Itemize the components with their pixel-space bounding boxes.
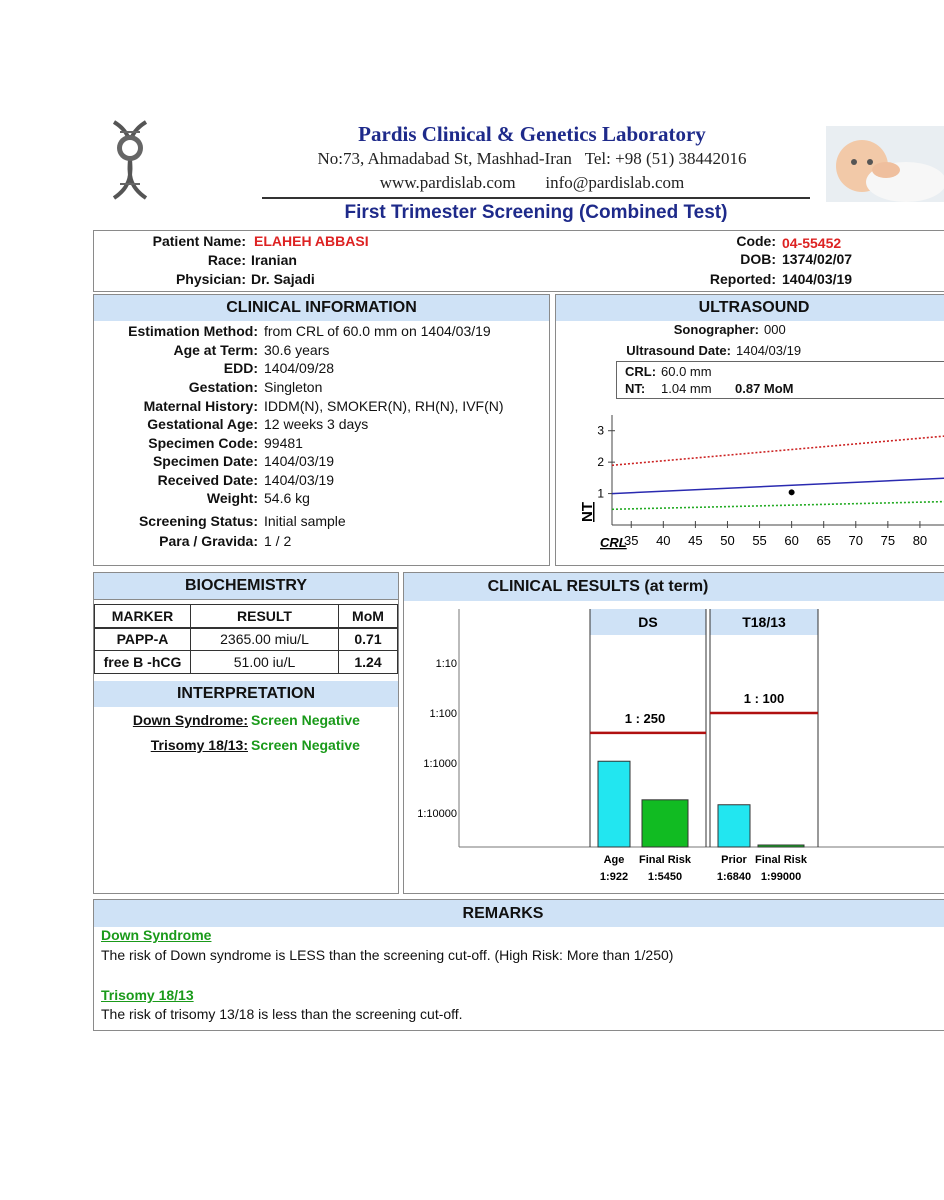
bar-label: Age	[603, 854, 625, 866]
table-row	[95, 651, 398, 674]
crl-label: CRL:	[625, 364, 657, 379]
nt-mom-value: 0.87 MoM	[735, 381, 794, 396]
x-tick-label: 45	[688, 533, 703, 548]
biochemistry-box	[93, 572, 399, 894]
group-label: DS	[638, 614, 658, 630]
lab-contact-line	[262, 173, 802, 193]
reported-label: Reported:	[709, 271, 776, 287]
race-label: Race:	[207, 252, 246, 268]
bar-value-label: 1:5450	[647, 871, 683, 883]
risk-bar	[758, 845, 804, 847]
clinical-row-value: 30.6 years	[264, 342, 330, 358]
x-tick-label: 75	[880, 533, 896, 548]
clinical-row-value: 99481	[264, 435, 303, 451]
bar-value-label: 1:99000	[760, 871, 802, 883]
table-row	[95, 628, 398, 651]
crl-nt-box	[616, 361, 944, 399]
nt-label: NT:	[625, 381, 646, 396]
lab-address-line	[262, 149, 802, 169]
y-tick-label: 2	[597, 455, 604, 470]
clinical-row-label: Specimen Date:	[152, 453, 258, 469]
col-result: RESULT	[191, 605, 339, 628]
col-mom: MoM	[339, 605, 398, 628]
risk-chart	[404, 601, 944, 893]
remarks-title: REMARKS	[94, 900, 944, 927]
lab-tel: Tel: +98 (51) 38442016	[584, 149, 747, 168]
clinical-row-label: Age at Term:	[173, 342, 258, 358]
x-tick-label: 65	[816, 533, 831, 548]
clinical-info-box	[93, 294, 550, 566]
bar-label: Final Risk	[639, 854, 691, 866]
dob-value: 1374/02/07	[782, 251, 853, 267]
remarks-t18-heading: Trisomy 18/13	[101, 987, 194, 1003]
series-line-median	[612, 478, 944, 494]
clinical-row-label: Para / Gravida:	[159, 533, 258, 549]
physician-value: Dr. Sajadi	[251, 271, 315, 287]
mom-cell: 0.71	[339, 628, 398, 651]
series-line-lower	[612, 501, 944, 509]
risk-bar	[642, 800, 688, 847]
clinical-row-value: Initial sample	[264, 513, 346, 529]
baby-image-icon	[826, 126, 944, 202]
race-value: Iranian	[251, 252, 297, 268]
code-label: Code:	[736, 233, 776, 249]
marker-cell: free B -hCG	[95, 651, 191, 674]
x-axis-label: CRL	[600, 535, 627, 550]
clinical-results-box	[403, 572, 944, 894]
sonographer-label: Sonographer:	[673, 322, 759, 337]
y-tick-label: 3	[597, 423, 604, 438]
biochemistry-title: BIOCHEMISTRY	[94, 573, 398, 600]
y-tick-label: 1	[597, 486, 604, 501]
remarks-t18-text: The risk of trisomy 13/18 is less than the screening cut-off.	[101, 1006, 463, 1022]
nt-value: 1.04 mm	[661, 381, 712, 396]
code-value: 04-55452	[782, 235, 842, 251]
clinical-row-label: Specimen Code:	[148, 435, 258, 451]
clinical-row-value: IDDM(N), SMOKER(N), RH(N), IVF(N)	[264, 398, 504, 414]
series-line-upper	[612, 435, 944, 465]
mom-cell: 1.24	[339, 651, 398, 674]
biochemistry-table	[94, 604, 398, 674]
remarks-ds-heading: Down Syndrome	[101, 927, 212, 943]
dob-label: DOB:	[740, 251, 776, 267]
clinical-row-label: EDD:	[223, 360, 258, 376]
x-tick-label: 40	[656, 533, 671, 548]
report-title: First Trimester Screening (Combined Test)	[344, 202, 728, 223]
y-tick-label: 1:1000	[423, 758, 457, 770]
ultrasound-box	[555, 294, 944, 566]
bar-label: Final Risk	[755, 854, 807, 866]
x-tick-label: 50	[720, 533, 735, 548]
clinical-row-value: 1404/09/28	[264, 360, 335, 376]
clinical-row-label: Received Date:	[157, 472, 258, 488]
cutoff-label: 1 : 100	[743, 691, 785, 706]
ds-interpretation-result: Screen Negative	[251, 712, 360, 728]
risk-bar	[718, 805, 750, 847]
bar-label: Prior	[721, 854, 747, 866]
us-date-value: 1404/03/19	[736, 343, 802, 358]
nt-crl-chart	[556, 407, 944, 565]
y-tick-label: 1:100	[429, 708, 457, 720]
clinical-row-label: Estimation Method:	[128, 323, 258, 339]
x-tick-label: 35	[624, 533, 639, 548]
baby-photo	[826, 126, 944, 202]
reported-value: 1404/03/19	[782, 271, 853, 287]
cutoff-label: 1 : 250	[624, 710, 666, 726]
x-tick-label: 55	[752, 533, 767, 548]
t18-interpretation-result: Screen Negative	[251, 737, 360, 753]
clinical-row-label: Maternal History:	[143, 398, 258, 414]
sonographer-value: 000	[764, 322, 786, 337]
dna-logo-icon	[100, 118, 160, 202]
x-tick-label: 70	[848, 533, 864, 548]
us-date-label: Ultrasound Date:	[626, 343, 731, 358]
clinical-info-title: CLINICAL INFORMATION	[94, 295, 549, 321]
x-tick-label: 80	[912, 533, 928, 548]
ds-interpretation-label: Down Syndrome:	[132, 712, 248, 728]
lab-logo	[100, 118, 160, 202]
remarks-box	[93, 899, 944, 1031]
patient-nt-point	[789, 489, 795, 495]
t18-interpretation-label: Trisomy 18/13:	[150, 737, 248, 753]
clinical-row-label: Gestational Age:	[147, 416, 258, 432]
patient-box	[93, 230, 944, 292]
clinical-row-label: Weight:	[206, 490, 258, 506]
lab-website[interactable]: www.pardislab.com	[379, 173, 516, 192]
clinical-row-value: from CRL of 60.0 mm on 1404/03/19	[264, 323, 491, 339]
result-cell: 2365.00 miu/L	[191, 628, 339, 651]
y-tick-label: 1:10000	[417, 808, 457, 820]
marker-cell: PAPP-A	[95, 628, 191, 651]
clinical-results-title: CLINICAL RESULTS (at term)	[404, 573, 944, 601]
patient-name-label: Patient Name:	[152, 233, 246, 249]
clinical-row-value: 1404/03/19	[264, 472, 335, 488]
group-label: T18/13	[742, 614, 786, 630]
col-marker: MARKER	[95, 605, 191, 628]
bar-value-label: 1:922	[599, 871, 629, 883]
clinical-row-value: 54.6 kg	[264, 490, 310, 506]
remarks-ds-text: The risk of Down syndrome is LESS than the screening cut-off. (High Risk: More than 1/250)	[101, 947, 674, 963]
clinical-row-label: Gestation:	[188, 379, 258, 395]
clinical-row-value: 12 weeks 3 days	[264, 416, 369, 432]
lab-address: No:73, Ahmadabad St, Mashhad-Iran	[317, 149, 572, 168]
x-tick-label: 60	[784, 533, 799, 548]
risk-bar	[598, 761, 630, 847]
physician-label: Physician:	[175, 271, 246, 287]
clinical-row-label: Screening Status:	[138, 513, 258, 529]
interpretation-title: INTERPRETATION	[94, 681, 398, 707]
clinical-row-value: 1404/03/19	[264, 453, 335, 469]
clinical-row-value: 1 / 2	[264, 533, 292, 549]
bar-value-label: 1:6840	[716, 871, 752, 883]
lab-email[interactable]: info@pardislab.com	[545, 173, 685, 192]
crl-value: 60.0 mm	[661, 364, 712, 379]
lab-name: Pardis Clinical & Genetics Laboratory	[358, 122, 706, 146]
patient-name: ELAHEH ABBASI	[254, 233, 369, 249]
clinical-row-value: Singleton	[264, 379, 323, 395]
header-rule	[262, 197, 810, 199]
result-cell: 51.00 iu/L	[191, 651, 339, 674]
ultrasound-title: ULTRASOUND	[556, 295, 944, 321]
y-tick-label: 1:10	[435, 658, 457, 670]
y-axis-label: NT	[579, 502, 596, 522]
